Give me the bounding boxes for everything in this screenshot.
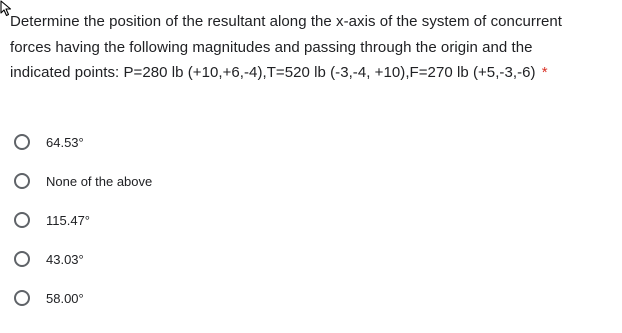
radio-unchecked-icon[interactable] bbox=[14, 290, 30, 306]
option-label[interactable]: 115.47° bbox=[46, 212, 90, 228]
radio-button[interactable] bbox=[10, 173, 30, 189]
option-43-03[interactable] bbox=[10, 245, 84, 273]
option-58-00[interactable] bbox=[10, 284, 84, 312]
option-label[interactable]: 64.53° bbox=[46, 134, 84, 150]
option-115-47[interactable] bbox=[10, 206, 90, 234]
option-64-53[interactable] bbox=[10, 128, 84, 156]
required-marker: * bbox=[541, 64, 548, 81]
radio-button[interactable] bbox=[10, 134, 30, 150]
radio-unchecked-icon[interactable] bbox=[14, 251, 30, 267]
option-label[interactable]: None of the above bbox=[46, 173, 153, 189]
radio-unchecked-icon[interactable] bbox=[14, 134, 30, 150]
radio-button[interactable] bbox=[10, 290, 30, 306]
question-title bbox=[10, 9, 570, 86]
option-label[interactable]: 58.00° bbox=[46, 290, 84, 306]
option-label[interactable]: 43.03° bbox=[46, 251, 84, 267]
radio-unchecked-icon[interactable] bbox=[14, 212, 30, 228]
question-text: Determine the position of the resultant along the x-axis of the system of concurrent forces having the following magnitudes and passing through the origin and the indicated points: P=280 lb (+10,+6,-4),T=520 lb (-3,-4, +10),F=270 lb (+5,-3,-6) bbox=[10, 13, 562, 81]
radio-unchecked-icon[interactable] bbox=[14, 173, 30, 189]
option-none-of-the-above[interactable] bbox=[10, 167, 152, 195]
radio-button[interactable] bbox=[10, 251, 30, 267]
radio-button[interactable] bbox=[10, 212, 30, 228]
